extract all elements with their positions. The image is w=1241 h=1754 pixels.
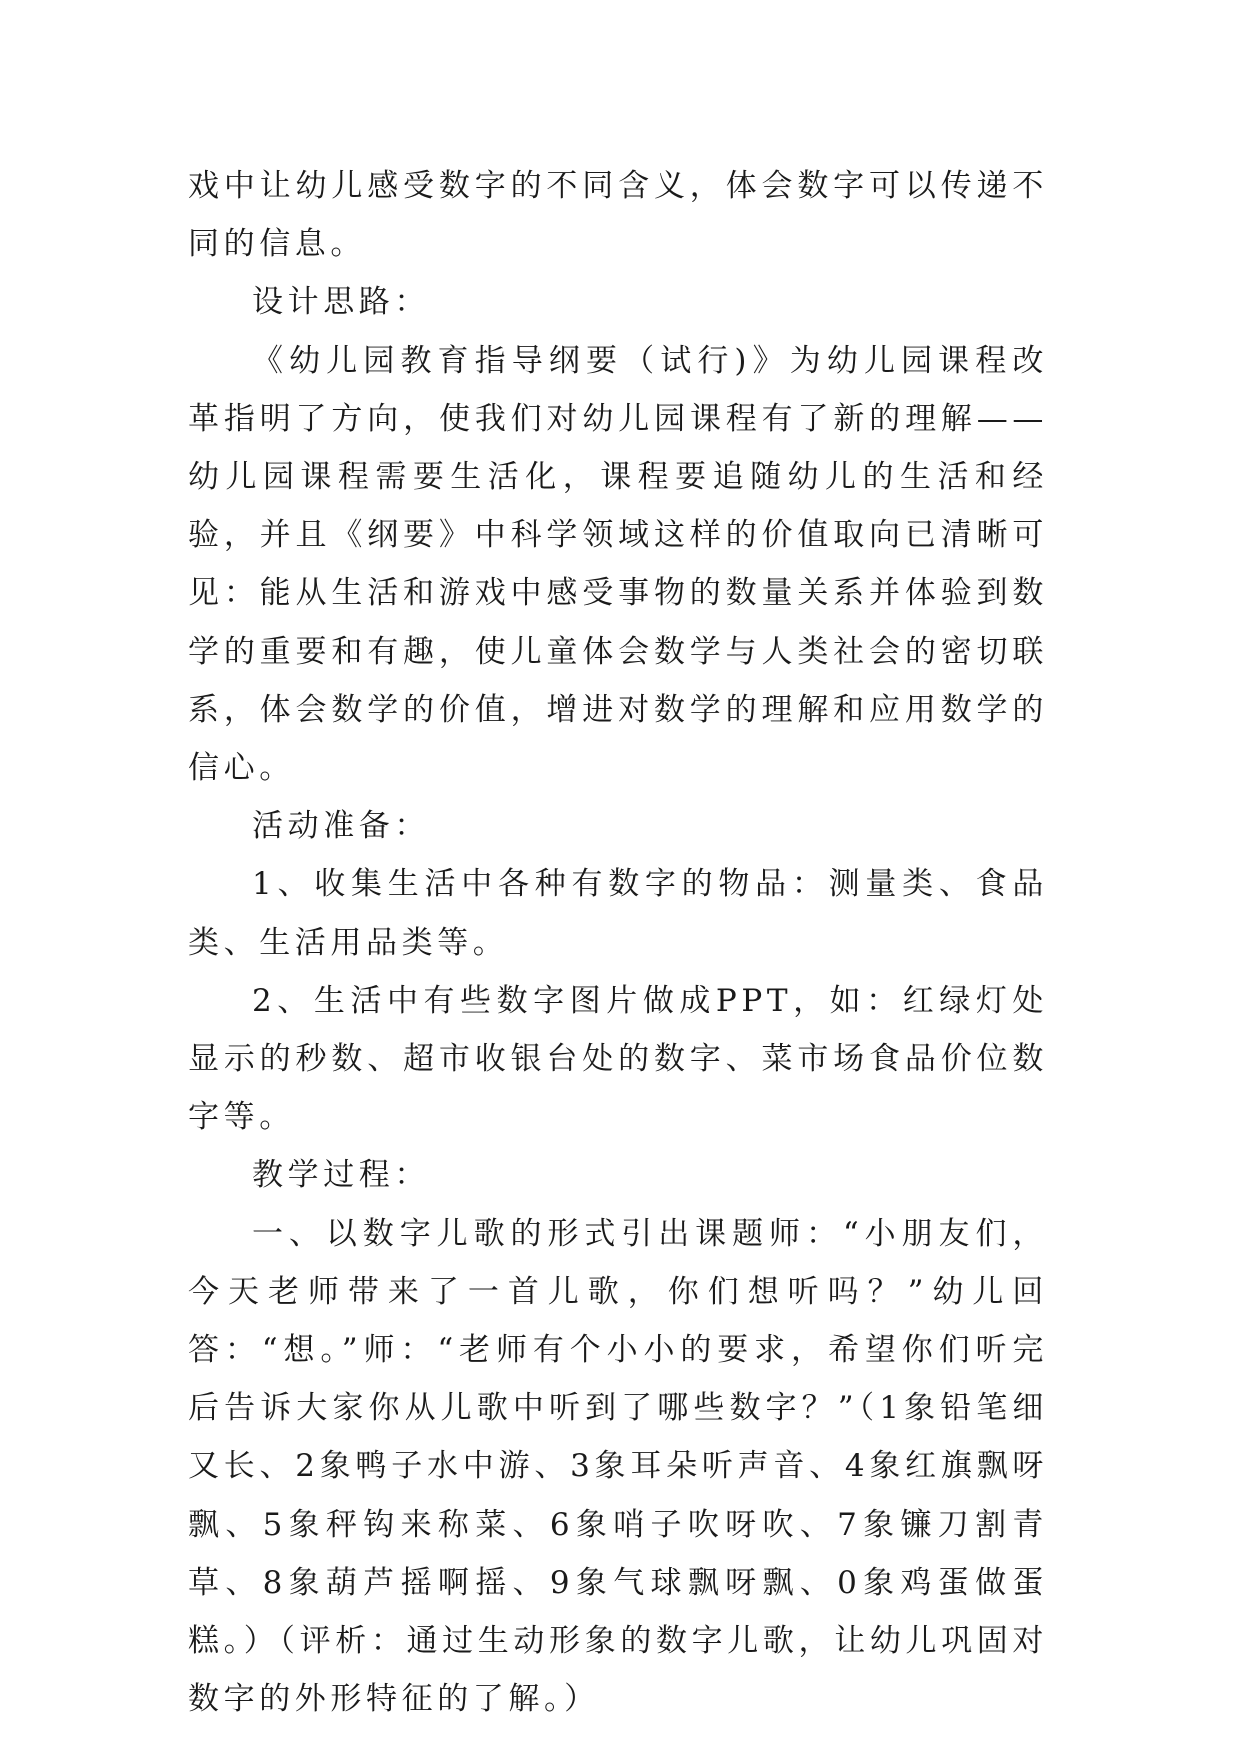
paragraph-continuation: 戏中让幼儿感受数字的不同含义，体会数字可以传递不同的信息。: [188, 168, 1048, 263]
paragraph-prep-item-1: 1、收集生活中各种有数字的物品：测量类、食品类、生活用品类等。: [188, 866, 1048, 961]
heading-design-idea: 设计思路：: [252, 284, 430, 321]
paragraph-design-idea: 《幼儿园教育指导纲要（试行)》为幼儿园课程改革指明了方向，使我们对幼儿园课程有了新的理解——幼儿园课程需要生活化，课程要追随幼儿的生活和经验，并且《纲要》中科学领域这样的价值取向已清晰可见：能从生活和游戏中感受事物的数量关系并体验到数学的重要和有趣，使儿童体会数学与人类社会的密切联系，体会数学的价值，增进对数学的理解和应用数学的信心。: [188, 342, 1048, 787]
heading-teaching-process: 教学过程：: [252, 1157, 430, 1194]
paragraph-teaching-step-1: 一、以数字儿歌的形式引出课题师：“小朋友们，今天老师带来了一首儿歌，你们想听吗？”幼儿回答：“想。”师：“老师有个小小的要求，希望你们听完后告诉大家你从儿歌中听到了哪些数字？”（1象铅笔细又长、2象鸭子水中游、3象耳朵听声音、4象红旗飘呀飘、5象秤钩来称菜、6象哨子吹呀吹、7象镰刀割青草、8象葫芦摇啊摇、9象气球飘呀飘、0象鸡蛋做蛋糕。）（评析：通过生动形象的数字儿歌，让幼儿巩固对数字的外形特征的了解。）: [188, 1215, 1048, 1718]
paragraph-prep-item-2: 2、生活中有些数字图片做成PPT，如：红绿灯处显示的秒数、超市收银台处的数字、菜市场食品价位数字等。: [188, 982, 1048, 1136]
heading-activity-prep: 活动准备：: [252, 808, 430, 845]
document-body: [188, 157, 1048, 1728]
